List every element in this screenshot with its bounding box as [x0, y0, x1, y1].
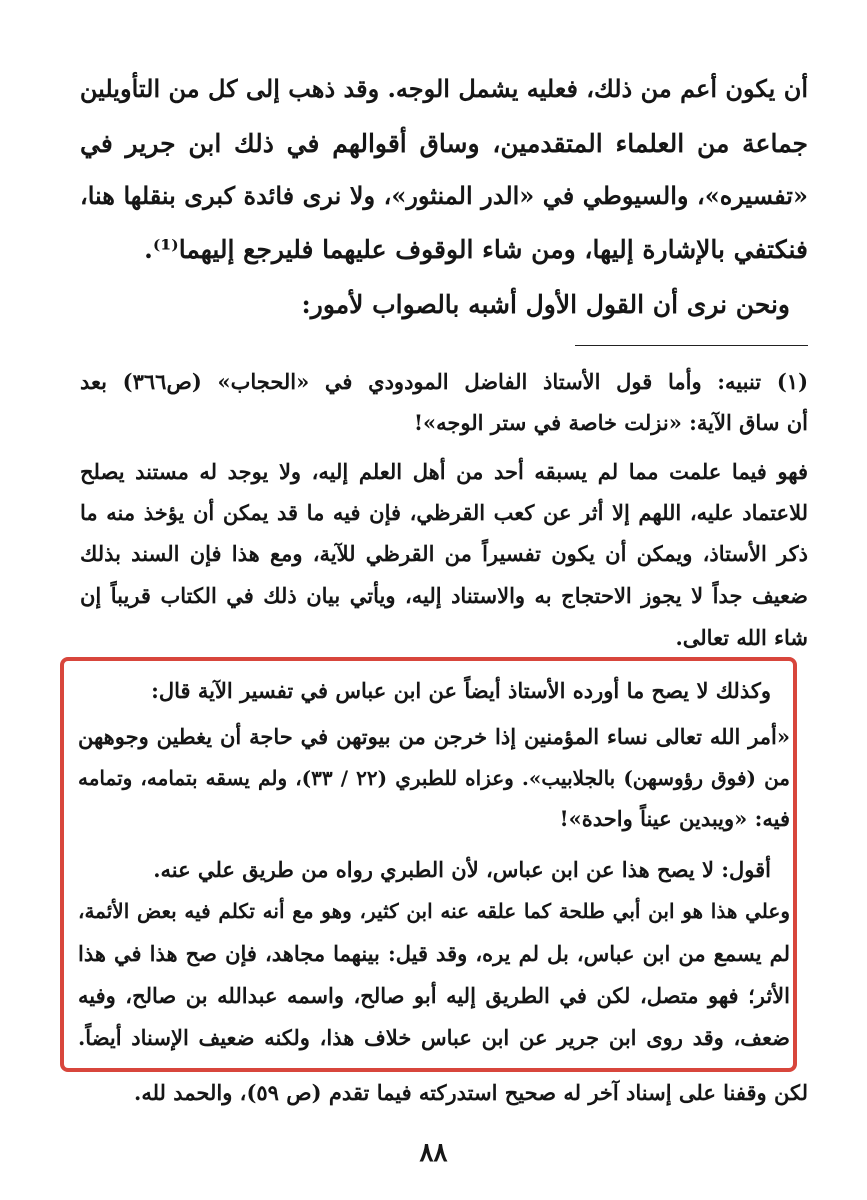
after-box-line: لكن وقفنا على إسناد آخر له صحيح استدركته فيما تقدم (ص ٥٩)، والحمد لله.: [134, 1080, 808, 1105]
main-text-line: فنكتفي بالإشارة إليها، ومن شاء الوقوف عليهما فليرجع إليهما⁽¹⁾.: [144, 235, 808, 264]
highlighted-line: فيه: «ويبدين عيناً واحدة»!: [559, 806, 790, 831]
highlighted-line: من (فوق رؤوسهن) بالجلابيب». وعزاه للطبري (٢٢ / ٣٣)، ولم يسقه بتمامه، وتمامه: [78, 766, 791, 790]
main-text-line: جماعة من العلماء المتقدمين، وساق أقوالهم في ذلك ابن جرير في: [80, 129, 808, 158]
footnote-line: (١) تنبيه: وأما قول الأستاذ الفاضل المودودي في «الحجاب» (ص٣٦٦) بعد: [80, 369, 808, 394]
highlighted-line: أقول: لا يصح هذا عن ابن عباس، لأن الطبري رواه من طريق علي عنه.: [153, 857, 771, 882]
main-text-line: أن يكون أعم من ذلك، فعليه يشمل الوجه. وقد ذهب إلى كل من التأويلين: [79, 74, 808, 103]
footnote-line: شاء الله تعالى.: [675, 625, 808, 650]
footnote-separator: [575, 345, 808, 346]
footnote-line: ذكر الأستاذ، ويمكن أن يكون تفسيراً من القرظي للآية، ومع هذا فإن السند بذلك: [80, 541, 808, 566]
main-text-line: ونحن نرى أن القول الأول أشبه بالصواب لأمور:: [301, 290, 790, 319]
footnote-line: للاعتماد عليه، اللهم إلا أثر عن كعب القرظي، فإن فيه ما قد يمكن أن يؤخذ منه ما: [80, 500, 808, 525]
highlighted-line: ضعف، وقد روى ابن جرير عن ابن عباس خلاف هذا، ولكنه ضعيف الإسناد أيضاً.: [78, 1025, 790, 1050]
highlighted-line: لم يسمع من ابن عباس، بل لم يره، وقد قيل: بينهما مجاهد، فإن صح هذا في هذا: [78, 941, 790, 966]
highlighted-line: وعلي هذا هو ابن أبي طلحة كما علقه عنه ابن كثير، وهو مع أنه تكلم فيه بعض الأئمة،: [78, 899, 790, 923]
highlighted-line: الأثر؛ فهو متصل، لكن في الطريق إليه أبو صالح، واسمه عبدالله بن صالح، وفيه: [78, 983, 790, 1008]
page-number: ٨٨: [419, 1138, 448, 1168]
footnote-line: فهو فيما علمت مما لم يسبقه أحد من أهل العلم إليه، ولا يوجد له مستند يصلح: [80, 459, 808, 484]
main-text-line: «تفسيره»، والسيوطي في «الدر المنثور»، ولا نرى فائدة كبرى بنقلها هنا،: [80, 181, 808, 210]
footnote-line: أن ساق الآية: «نزلت خاصة في ستر الوجه»!: [413, 410, 808, 435]
highlighted-line: وكذلك لا يصح ما أورده الأستاذ أيضاً عن ابن عباس في تفسير الآية قال:: [151, 678, 771, 703]
footnote-line: ضعيف جداً لا يجوز الاحتجاج به والاستناد إليه، ويأتي بيان ذلك في الكتاب قريباً إن: [80, 583, 808, 608]
highlighted-line: «أمر الله تعالى نساء المؤمنين إذا خرجن من بيوتهن في حاجة أن يغطين وجوههن: [78, 724, 790, 749]
